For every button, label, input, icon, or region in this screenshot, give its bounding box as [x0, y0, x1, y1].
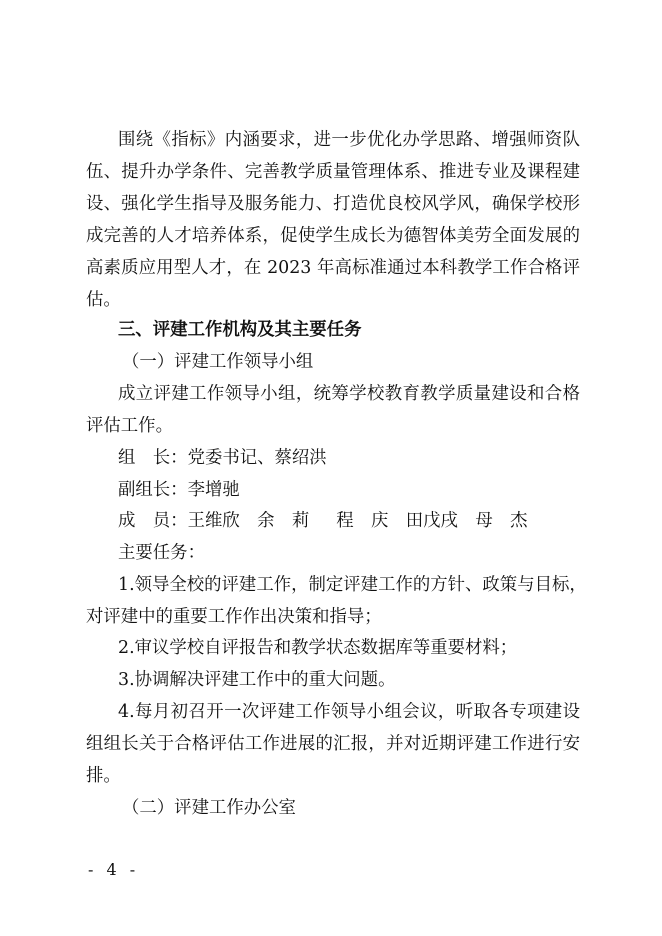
paragraph-line: 估。 — [86, 290, 121, 310]
paragraph-line: 高素质应用型人才，在 2023 年高标准通过本科教学工作合格评 — [86, 258, 580, 278]
task-line: 4.每月初召开一次评建工作领导小组会议，听取各专项建设 — [118, 702, 580, 722]
subsection-heading: （二）评建工作办公室 — [122, 798, 296, 818]
task-line: 组组长关于合格评估工作进展的汇报，并对近期评建工作进行安 — [86, 734, 580, 754]
paragraph-line: 成完善的人才培养体系，促使学生成长为德智体美劳全面发展的 — [86, 226, 580, 246]
members-line: 成 员：王维欣 余 莉 程 庆 田戊戌 母 杰 — [118, 511, 528, 531]
paragraph-line: 评估工作。 — [86, 416, 173, 436]
task-line: 1.领导全校的评建工作，制定评建工作的方针、政策与目标， — [118, 575, 587, 595]
paragraph-line: 围绕《指标》内涵要求，进一步优化办学思路、增强师资队 — [118, 130, 580, 150]
section-heading: 三、评建工作机构及其主要任务 — [118, 320, 362, 340]
subsection-heading: （一）评建工作领导小组 — [122, 352, 314, 372]
task-line: 2.审议学校自评报告和教学状态数据库等重要材料； — [118, 638, 518, 658]
task-line: 对评建中的重要工作作出决策和指导； — [86, 607, 382, 627]
leader-line: 组 长：党委书记、蔡绍洪 — [118, 448, 327, 468]
task-line: 3.协调解决评建工作中的重大问题。 — [118, 670, 396, 690]
task-line: 排。 — [86, 766, 121, 786]
paragraph-line: 伍、提升办学条件、完善教学质量管理体系、推进专业及课程建 — [86, 162, 580, 182]
page-number: - 4 - — [88, 860, 140, 879]
tasks-label: 主要任务： — [118, 543, 205, 563]
deputy-line: 副组长：李增驰 — [118, 480, 240, 500]
paragraph-line: 成立评建工作领导小组，统筹学校教育教学质量建设和合格 — [118, 384, 580, 404]
paragraph-line: 设、强化学生指导及服务能力、打造优良校风学风，确保学校形 — [86, 194, 580, 214]
